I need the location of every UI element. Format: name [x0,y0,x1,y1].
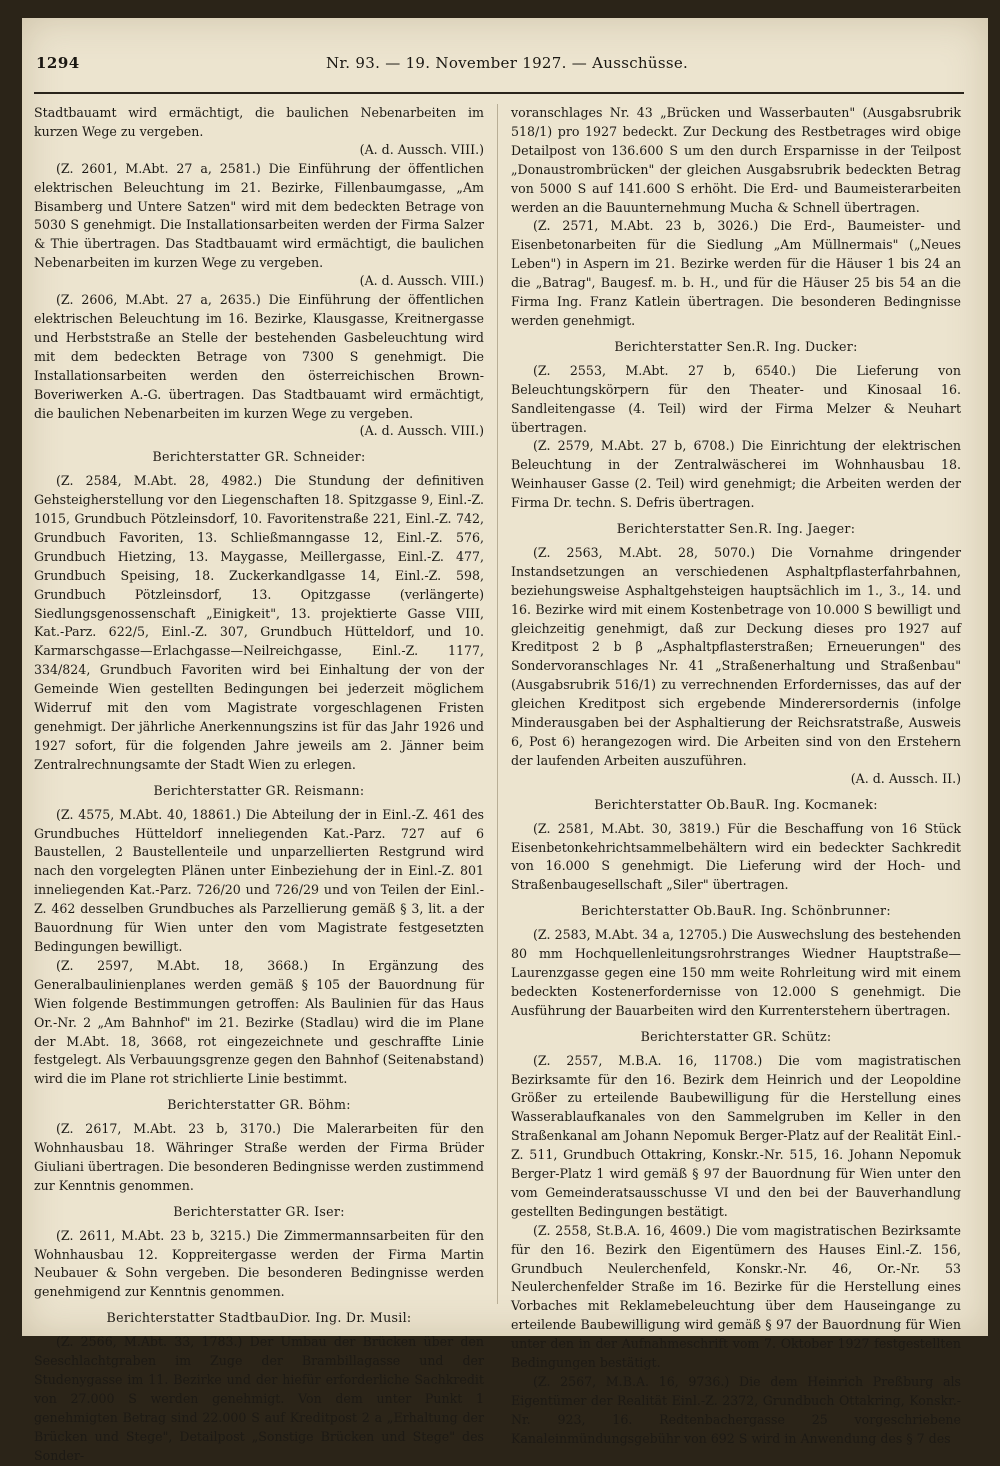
paragraph: (Z. 2581, M.Abt. 30, 3819.) Für die Beschaffung von 16 Stück Eisenbetonkehrichtsammelbehältern wird ein bedeckter Sachkredit von 16.000 S genehmigt. Die Lieferung wird der Hoch- und Straßenbaugesellschaft „Siler" übertragen. [511,820,961,893]
paragraph: (Z. 2601, M.Abt. 27 a, 2581.) Die Einführung der öffentlichen elektrischen Beleuchtung im 21. Bezirke, Fillenbaumgasse, „Am Bisamberg und Untere Satzen" wird mit dem bedeckten Betrage von 5030 S genehmigt. Die Installationsarbeiten werden der Firma Salzer & Thie übertragen. Das Stadtbauamt wird ermächtigt, die baulichen Nebenarbeiten im kurzen Wege zu vergeben. [34,160,484,271]
rapporteur-heading: Berichterstatter GR. Schneider: [152,449,366,465]
rapporteur-heading: Berichterstatter Sen.R. Ing. Ducker: [614,338,858,354]
rapporteur-heading: Berichterstatter GR. Reismann: [153,782,365,798]
committee-reference: (A. d. Aussch. VIII.) [359,141,484,157]
committee-reference: (A. d. Aussch. II.) [850,770,961,786]
right-column [511,104,961,1449]
committee-reference: (A. d. Aussch. VIII.) [359,423,484,439]
paragraph: Stadtbauamt wird ermächtigt, die baulichen Nebenarbeiten im kurzen Wege zu vergeben. [34,105,484,139]
left-column [34,104,484,1466]
paragraph: (Z. 2566, M.Abt. 33, 1783.) Der Umbau der Brücken über den Seeschlachtgraben im Zuge der Brambillagasse und der Studenygasse im 11. Bezirke und der hiefür erforderliche Sachkredit von 27.000 S werden genehmigt. Von dem unter Punkt 1 genehmigten Betrag sind 22.000 S auf Kreditpost 2 a „Erhaltung der Brücken und Stege", Detailpost „Sonstige Brücken und Stege" des Sonder- [34,1334,484,1463]
rapporteur-heading: Berichterstatter GR. Schütz: [640,1028,832,1044]
issue-line: Nr. 93. — 19. November 1927. — Ausschüsse. [326,54,689,72]
paragraph: (Z. 2558, St.B.A. 16, 4609.) Die vom magistratischen Bezirksamte für den 16. Bezirk den Eigentümern des Hauses Einl.-Z. 156, Grundbuch Neulerchenfeld, Konskr.-Nr. 46, Or.-Nr. 53 Neulerchenfelder Straße im 16. Bezirke für die Herstellung eines Vorbaches mit Reklamebeleuchtung über dem Hauseingange zu erteilende Baubewilligung wird gemäß § 97 der Bauordnung für Wien unter den in der Aufnahmeschrift vom 7. Oktober 1927 festgestellten Bedingungen bestätigt. [511,1222,961,1371]
paragraph: (Z. 2617, M.Abt. 23 b, 3170.) Die Malerarbeiten für den Wohnhausbau 18. Währinger Straße werden der Firma Brüder Giuliani übertragen. Die besonderen Bedingnisse werden zustimmend zur Kenntnis genommen. [34,1121,484,1193]
paragraph: (Z. 2597, M.Abt. 18, 3668.) In Ergänzung des Generalbaulinienplanes werden gemäß § 105 der Bauordnung für Wien folgende Bestimmungen getroffen: Als Baulinien für das Haus Or.-Nr. 2 „Am Bahnhof" im 21. Bezirke (Stadlau) wird die im Plane der M.Abt. 18, 3668, rot eingezeichnete und geschraffte Linie festgelegt. Als Verbauungsgrenze gegen den Bahnhof (Seitenabstand) wird die im Plane rot strichlierte Linie bestimmt. [34,957,484,1087]
rapporteur-heading: Berichterstatter GR. Böhm: [167,1097,351,1113]
paragraph: (Z. 2579, M.Abt. 27 b, 6708.) Die Einrichtung der elektrischen Beleuchtung in der Zentralwäscherei im Wohnhausbau 18. Weinhauser Gasse (2. Teil) wird genehmigt; die Arbeiten werden der Firma Dr. techn. S. Defris übertragen. [511,438,961,511]
paragraph: (Z. 2583, M.Abt. 34 a, 12705.) Die Auswechslung des bestehenden 80 mm Hochquellenleitungsrohrstranges Wiedner Hauptstraße—Laurenzgasse gegen eine 150 mm weite Rohrleitung wird mit einem bedeckten Kostenerfordernisse von 12.000 S genehmigt. Die Ausführung der Bauarbeiten wird den Kurrenterstehern übertragen. [511,927,961,1018]
paragraph: (Z. 2584, M.Abt. 28, 4982.) Die Stundung der definitiven Gehsteigherstellung vor den Liegenschaften 18. Spitzgasse 9, Einl.-Z. 1015, Grundbuch Pötzleinsdorf, 10. Favoritenstraße 221, Einl.-Z. 742, Grundbuch Favoriten, 13. Schließmanngasse 12, Einl.-Z. 576, Grundbuch Hietzing, 13. Maygasse, Meillergasse, Einl.-Z. 477, Grundbuch Speising, 18. Zuckerkandlgasse 14, Einl.-Z. 598, Grundbuch Pötzleinsdorf, 13. Opitzgasse (verlängerte) Siedlungsgenossenschaft „Einigkeit", 13. projektierte Gasse VIII, Kat.-Parz. 622/5, Einl.-Z. 307, Grundbuch Hütteldorf, und 10. Karmarschgasse—Erlachgasse—Neilreichgasse, Einl.-Z. 1177, 334/824, Grundbuch Favoriten wird bei Einhaltung der von der Gemeinde Wien gestellten Bedingungen bei jederzeit möglichem Widerruf mit den vom Magistrate vorgeschlagenen Fristen genehmigt. Der jährliche Anerkennungszins ist für das Jahr 1926 und 1927 sofort, für die folgenden Jahre jeweils am 2. Jänner beim Zentralrechnungsamte der Stadt Wien zu erlegen. [34,473,484,772]
page-number: 1294 [36,54,80,72]
rapporteur-heading: Berichterstatter Sen.R. Ing. Jaeger: [616,521,856,537]
paragraph: (Z. 2563, M.Abt. 28, 5070.) Die Vornahme dringender Instandsetzungen an verschiedenen Asphaltpflasterfahrbahnen, beziehungsweise Asphaltgehsteigen hauptsächlich im 1., 3., 14. und 16. Bezirke wird mit einem Kostenbetrage von 10.000 S bewilligt und gleichzeitig genehmigt, daß zur Deckung dieses pro 1927 auf Kreditpost 2 b β „Asphaltpflasterstraßen; Erneuerungen" des Sondervoranschlages Nr. 41 „Straßenerhaltung und Straßenbau" (Ausgabsrubrik 516/1) zu verrechnenden Erfordernisses, das auf der gleichen Kreditpost sich ergebende Minderersordernis (infolge Minderausgaben bei der Asphaltierung der Reichsratstraße, Ausweis 6, Post 6) herangezogen wird. Die Arbeiten sind von den Erstehern der laufenden Arbeiten auszuführen. [511,544,961,768]
paragraph: (Z. 4575, M.Abt. 40, 18861.) Die Abteilung der in Einl.-Z. 461 des Grundbuches Hütteldorf inneliegenden Kat.-Parz. 727 auf 6 Baustellen, 2 Baustellenteile und unparzellierten Restgrund wird nach den vorgelegten Plänen unter Einbeziehung der in Einl.-Z. 801 inneliegenden Kat.-Parz. 726/20 und 726/29 und von Teilen der Einl.-Z. 462 desselben Grundbuches als Parzellierung gemäß § 3, lit. a der Bauordnung für Wien unter den vom Magistrate festgesetzten Bedingungen bewilligt. [34,806,484,954]
committee-reference: (A. d. Aussch. VIII.) [359,273,484,289]
rapporteur-heading: Berichterstatter GR. Iser: [173,1203,345,1219]
paragraph: (Z. 2567, M.B.A. 16, 9736.) Die dem Heinrich Preßburg als Eigentümer der Realität Einl.-Z. 2372, Grundbuch Ottakring, Konskr.-Nr. 923, 16. Redtenbachergasse 25 vorgeschriebene Kanaleinmündungsgebühr von 692 S wird in Anwendung des § 7 des [511,1374,961,1446]
page-header [36,54,966,82]
rapporteur-heading: Berichterstatter StadtbauDior. Ing. Dr. Musil: [106,1310,412,1326]
rapporteur-heading: Berichterstatter Ob.BauR. Ing. Kocmanek: [594,796,878,812]
header-rule [34,92,964,94]
paragraph: (Z. 2557, M.B.A. 16, 11708.) Die vom magistratischen Bezirksamte für den 16. Bezirk dem Heinrich und der Leopoldine Größer zu erteilende Baubewilligung für die Herstellung eines Wasserablaufkanales von den Sammelgruben im Keller in den Straßenkanal am Johann Nepomuk Berger-Platz auf der Realität Einl.-Z. 511, Grundbuch Ottakring, Konskr.-Nr. 515, 16. Johann Nepomuk Berger-Platz 1 wird gemäß § 97 der Bauordnung für Wien unter den vom Gemeinderatsausschusse VI und den bei der Bauverhandlung gestellten Bedingungen bestätigt. [511,1052,961,1219]
rapporteur-heading: Berichterstatter Ob.BauR. Ing. Schönbrunner: [581,903,891,919]
paragraph: voranschlages Nr. 43 „Brücken und Wasserbauten" (Ausgabsrubrik 518/1) pro 1927 bedeckt. Zur Deckung des Restbetrages wird obige Detailpost von 136.600 S um den durch Ersparnisse in der Teilpost „Donaustrombrücken" der gleichen Ausgabsrubrik bedeckten Betrag von 5000 S auf 141.600 S erhöht. Die Erd- und Baumeisterarbeiten werden an die Bauunternehmung Mucha & Schnell übertragen. [511,105,961,215]
paragraph: (Z. 2571, M.Abt. 23 b, 3026.) Die Erd-, Baumeister- und Eisenbetonarbeiten für die Siedlung „Am Müllnermais" („Neues Leben") in Aspern im 21. Bezirke werden für die Häuser 1 bis 24 an die „Batrag", Baugesf. m. b. H., und für die Häuser 25 bis 54 an die Firma Ing. Franz Katlein übertragen. Die besonderen Bedingnisse werden genehmigt. [511,218,961,328]
paragraph: (Z. 2553, M.Abt. 27 b, 6540.) Die Lieferung von Beleuchtungskörpern für den Theater- und Kinosaal 16. Sandleitengasse (4. Teil) wird der Firma Melzer & Neuhart übertragen. [511,362,961,435]
paragraph: (Z. 2606, M.Abt. 27 a, 2635.) Die Einführung der öffentlichen elektrischen Beleuchtung im 16. Bezirke, Klausgasse, Kreitnergasse und Herbststraße an Stelle der bestehenden Gasbeleuchtung wird mit dem bedeckten Betrage von 7300 S genehmigt. Die Installationsarbeiten werden den österreichischen Brown-Boveriwerken A.-G. übertragen. Das Stadtbauamt wird ermächtigt, die baulichen Nebenarbeiten im kurzen Wege zu vergeben. [34,292,484,421]
column-divider [497,104,498,1304]
paragraph: (Z. 2611, M.Abt. 23 b, 3215.) Die Zimmermannsarbeiten für den Wohnhausbau 12. Koppreitergasse werden der Firma Martin Neubauer & Sohn vergeben. Die besonderen Bedingnisse werden genehmigend zur Kenntnis genommen. [34,1227,484,1300]
